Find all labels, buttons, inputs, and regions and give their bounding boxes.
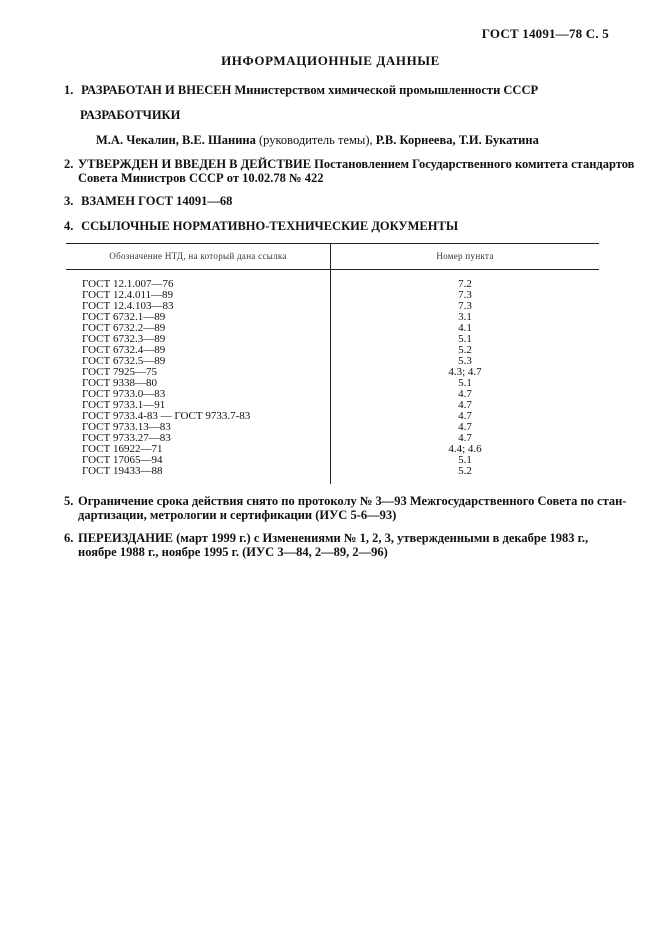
table-cell-designation: ГОСТ 9733.27—83 [66,433,331,444]
table-cell-clause: 5.1 [458,454,472,466]
section-4-number: 4. [64,219,74,233]
table-cell-designation: ГОСТ 12.4.011—89 [66,290,331,301]
section-3 [64,194,232,208]
section-3-text: ВЗАМЕН ГОСТ 14091—68 [81,194,233,208]
developers-list [96,133,539,147]
section-1-text: РАЗРАБОТАН И ВНЕСЕН Министерством химической промышленности СССР [81,83,539,97]
reference-documents-table [66,243,599,484]
section-5-line1-text: Ограничение срока действия снято по протоколу № 3—93 Межгосударственного Совета по стан- [78,494,627,508]
section-2-number: 2. [64,157,74,171]
table-cell-clause: 7.2 [458,278,472,290]
table-cell-designation: ГОСТ 6732.2—89 [66,323,331,334]
table-cell-designation: ГОСТ 19433—88 [66,466,331,484]
table-header-clause: Номер пункта [331,244,600,270]
section-6 [64,531,588,559]
section-2 [64,157,634,185]
table-cell-designation: ГОСТ 17065—94 [66,455,331,466]
table-cell-designation: ГОСТ 12.4.103—83 [66,301,331,312]
section-1 [64,83,538,97]
page-header-doc-ref: ГОСТ 14091—78 С. 5 [481,26,609,41]
table-cell-designation: ГОСТ 16922—71 [66,444,331,455]
table-header-row [66,244,599,270]
table-cell-clause: 4.7 [458,388,472,400]
table-cell-designation: ГОСТ 9733.0—83 [66,389,331,400]
developers-role: (руководитель темы), [258,133,373,147]
section-5 [64,494,626,522]
table-cell-clause: 4.7 [458,399,472,411]
table-cell-clause: 5.1 [458,377,472,389]
table-cell-designation: ГОСТ 6732.3—89 [66,334,331,345]
table-cell-designation: ГОСТ 6732.5—89 [66,356,331,367]
table-cell-designation: ГОСТ 6732.1—89 [66,312,331,323]
table-cell-designation: ГОСТ 6732.4—89 [66,345,331,356]
developers-b: Р.В. Корнеева, Т.И. Букатина [375,133,539,147]
section-5-line2: дартизации, метрологии и сертификации (ИУС 5-6—93) [78,508,397,522]
table-cell-clause: 4.3; 4.7 [448,366,482,378]
table-cell-clause: 5.2 [458,465,472,477]
table-cell-designation: ГОСТ 9338—80 [66,378,331,389]
table-cell-designation: ГОСТ 9733.13—83 [66,422,331,433]
section-2-line1-text: УТВЕРЖДЕН И ВВЕДЕН В ДЕЙСТВИЕ Постановлением Государственного комитета стандартов [78,157,635,171]
table-cell-clause: 7.3 [458,289,472,301]
table-cell-designation: ГОСТ 7925—75 [66,367,331,378]
table-cell-clause: 3.1 [458,311,472,323]
section-6-line2: ноябре 1988 г., ноябре 1995 г. (ИУС 3—84, 2—89, 2—96) [78,545,388,559]
section-3-number: 3. [64,194,74,208]
table-cell-clause: 4.7 [458,410,472,422]
section-5-line1 [64,494,626,508]
table-cell-clause: 5.1 [458,333,472,345]
table-cell-clause: 4.1 [458,322,472,334]
section-2-line2: Совета Министров СССР от 10.02.78 № 422 [78,171,324,185]
table-cell-clause: 4.7 [458,432,472,444]
section-4 [64,219,458,233]
section-4-text: ССЫЛОЧНЫЕ НОРМАТИВНО-ТЕХНИЧЕСКИЕ ДОКУМЕНТЫ [81,219,459,233]
developers-a: М.А. Чекалин, В.Е. Шанина [96,133,256,147]
developers-heading: РАЗРАБОТЧИКИ [80,108,181,122]
table-cell-clause: 5.3 [458,355,472,367]
table-cell-designation: ГОСТ 9733.1—91 [66,400,331,411]
table-row [66,270,599,291]
section-6-line1-text: ПЕРЕИЗДАНИЕ (март 1999 г.) с Изменениями № 1, 2, 3, утвержденными в декабре 1983 г., [78,531,589,545]
table-cell-clause: 4.4; 4.6 [448,443,482,455]
section-1-number: 1. [64,83,74,97]
section-2-line1 [64,157,634,171]
section-6-line1 [64,531,588,545]
table-row [66,466,599,484]
table-cell-designation: ГОСТ 9733.4-83 — ГОСТ 9733.7-83 [66,411,331,422]
table-cell-designation: ГОСТ 12.1.007—76 [66,270,331,291]
section-6-number: 6. [64,531,74,545]
table-cell-clause: 5.2 [458,344,472,356]
table-cell-clause: 7.3 [458,300,472,312]
table-header-designation: Обозначение НТД, на который дана ссылка [66,244,331,270]
section-5-number: 5. [64,494,74,508]
table-body [66,270,599,485]
table-cell-clause: 4.7 [458,421,472,433]
page-title: ИНФОРМАЦИОННЫЕ ДАННЫЕ [221,53,440,68]
